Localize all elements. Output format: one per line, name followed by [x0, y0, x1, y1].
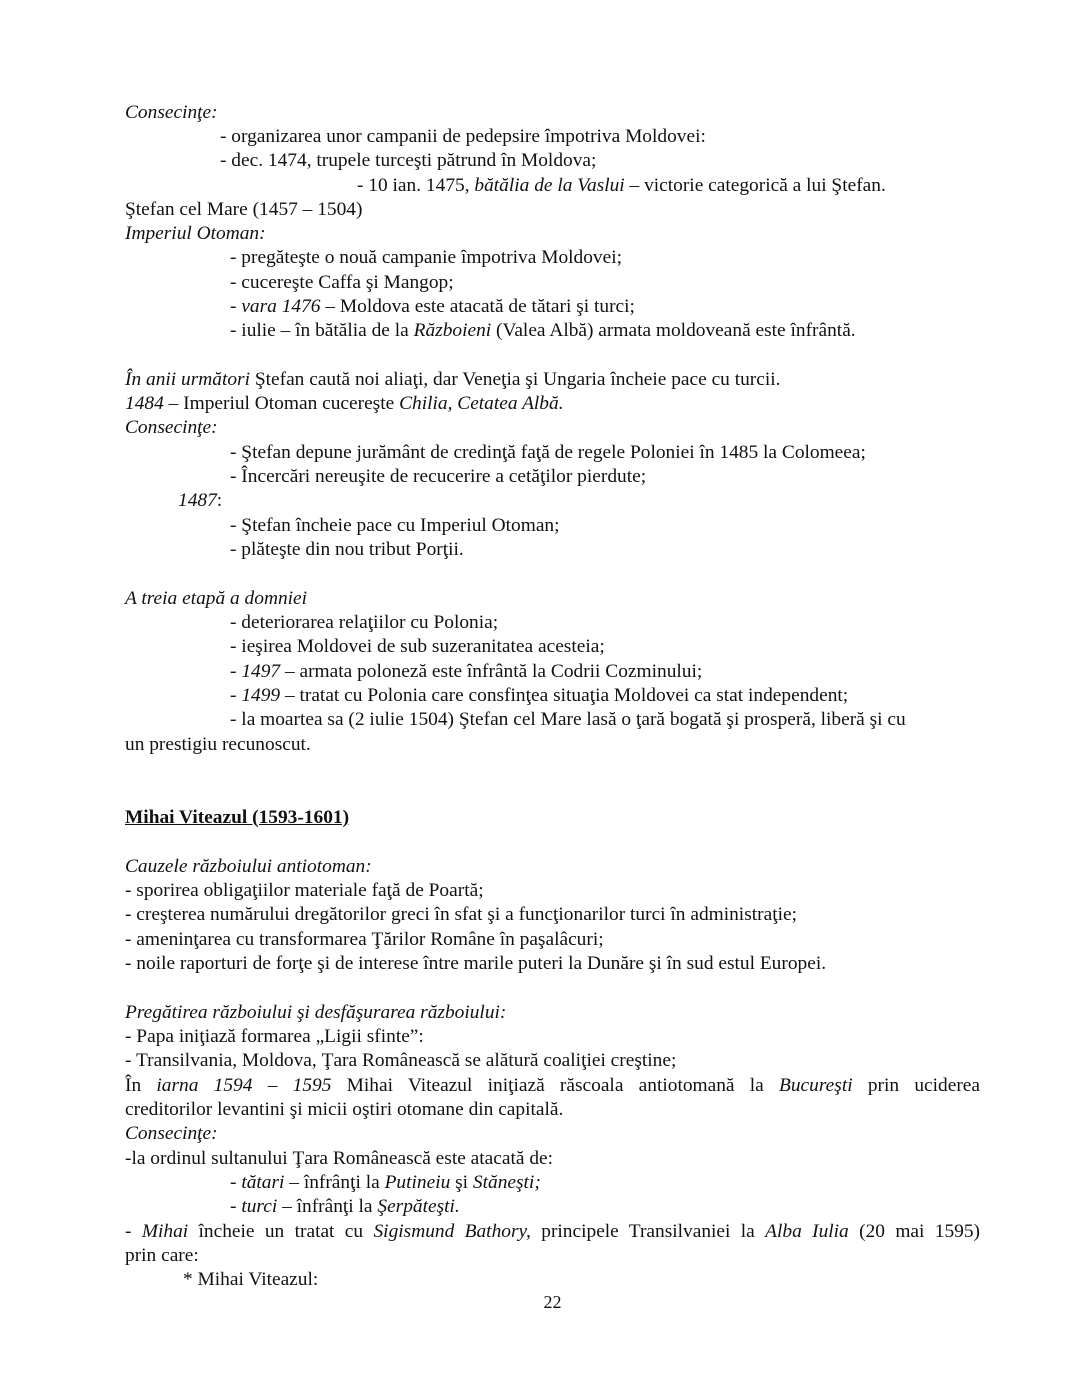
text-run: – Imperiul Otoman cucereşte [163, 393, 400, 414]
text-run: Sigismund Bathory, [373, 1221, 531, 1242]
text-run: – tratat cu Polonia care consfinţea situaţia Moldovei ca stat independent; [280, 685, 849, 706]
page-number: 22 [543, 1292, 562, 1312]
text-run: Bucureşti [779, 1075, 853, 1096]
subsection-label: Pregătirea războiului şi desfăşurarea războiului: [125, 1002, 507, 1023]
list-item: - Ştefan depune jurământ de credinţă faţă de regele Poloniei în 1485 la Colomeea; [230, 442, 866, 463]
list-item: - sporirea obligaţiilor materiale faţă de Poartă; [125, 880, 484, 901]
text-run: 1487 [178, 490, 217, 511]
list-item: - dec. 1474, trupele turceşti pătrund în Moldova; [220, 150, 597, 171]
text-run: - 10 ian. 1475, [357, 175, 475, 196]
list-item [357, 174, 886, 198]
list-item: -la ordinul sultanului Ţara Românească este atacată de: [125, 1148, 554, 1169]
paragraph [125, 392, 564, 416]
text-run: (Valea Albă) armata moldoveană este înfrântă. [491, 320, 856, 341]
list-item: - plăteşte din nou tribut Porţii. [230, 539, 464, 560]
text-run: încheie un tratat cu [188, 1221, 374, 1242]
text-run: principele Transilvaniei la [530, 1221, 766, 1242]
text-run: : [216, 490, 223, 511]
text-run: Chilia, Cetatea Albă. [399, 393, 564, 414]
list-item: - Încercări nereuşite de recucerire a cetăţilor pierdute; [230, 466, 647, 487]
list-item: - pregăteşte o nouă campanie împotriva Moldovei; [230, 247, 622, 268]
subsection-label: A treia etapă a domniei [125, 588, 308, 609]
text-run: Putineiu [384, 1172, 451, 1193]
text-run: - iulie – în bătălia de la [230, 320, 414, 341]
paragraph [125, 368, 781, 392]
consequences-label: Consecinţe: [125, 1123, 218, 1144]
list-item: - Ştefan încheie pace cu Imperiul Otoman; [230, 515, 560, 536]
subsection-label: Imperiul Otoman: [125, 223, 266, 244]
list-item [230, 1171, 541, 1195]
text-run: - [230, 685, 242, 706]
section-title: Ştefan cel Mare (1457 – 1504) [125, 199, 363, 220]
list-item: - la moartea sa (2 iulie 1504) Ştefan cel Mare lasă o ţară bogată şi prosperă, liberă şi cu [230, 709, 906, 730]
subsection-label: Cauzele războiului antiotoman: [125, 856, 372, 877]
text-run: Ştefan caută noi aliaţi, dar Veneţia şi Ungaria încheie pace cu turcii. [249, 369, 781, 390]
consequences-label: Consecinţe: [125, 417, 218, 438]
text-run: - [230, 661, 242, 682]
text-run: – înfrânţi la [284, 1172, 385, 1193]
list-item: - ieşirea Moldovei de sub suzeranitatea acesteia; [230, 636, 605, 657]
text-run: - [125, 1221, 142, 1242]
text-run: - [230, 1196, 242, 1217]
text-run: Stăneşti; [472, 1172, 541, 1193]
text-run: (20 mai 1595) [848, 1221, 980, 1242]
text-run: 1499 [241, 685, 281, 706]
list-item [230, 295, 635, 319]
text-run: – armata poloneză este înfrântă la Codrii Cozminului; [280, 661, 703, 682]
text-run: turci [241, 1196, 278, 1217]
list-item: - noile raporturi de forţe şi de interese între marile puteri la Dunăre şi în sud estul Europei. [125, 953, 827, 974]
consequences-label: Consecinţe: [125, 102, 218, 123]
list-item [230, 684, 848, 708]
text-run: 1497 [241, 661, 281, 682]
paragraph [125, 1220, 980, 1244]
list-item: - ameninţarea cu transformarea Ţărilor Române în paşalâcuri; [125, 929, 604, 950]
text-run: 1484 [125, 393, 164, 414]
text-run: – victorie categorică a lui Ştefan. [624, 175, 886, 196]
text-run: tătari [241, 1172, 285, 1193]
paragraph: creditorilor levantini şi micii oştiri otomane din capitală. [125, 1099, 564, 1120]
list-item [230, 319, 856, 343]
text-run: Mihai [141, 1221, 189, 1242]
list-item: - Transilvania, Moldova, Ţara Românească se alătură coaliţiei creştine; [125, 1050, 677, 1071]
text-run: bătălia de la Vaslui [474, 175, 625, 196]
paragraph: un prestigiu recunoscut. [125, 734, 311, 755]
list-item: - Papa iniţiază formarea „Ligii sfinte”: [125, 1026, 424, 1047]
text-run: iarna 1594 – 1595 [156, 1075, 332, 1096]
section-heading: Mihai Viteazul (1593-1601) [125, 807, 350, 828]
text-run: În [125, 1075, 157, 1096]
text-run: Războieni [413, 320, 492, 341]
list-item: * Mihai Viteazul: [183, 1269, 319, 1290]
text-run: În anii următori [125, 369, 250, 390]
text-run: - [230, 1172, 242, 1193]
text-run: Şerpăteşti. [377, 1196, 460, 1217]
text-run: – înfrânţi la [277, 1196, 378, 1217]
text-run: - [230, 296, 242, 317]
list-item [230, 1195, 460, 1219]
list-item: - deteriorarea relaţiilor cu Polonia; [230, 612, 499, 633]
year-label [178, 489, 222, 513]
text-run: vara 1476 [241, 296, 321, 317]
text-run: – Moldova este atacată de tătari şi turci; [320, 296, 635, 317]
text-run: prin uciderea [852, 1075, 980, 1096]
list-item: - creşterea numărului dregătorilor greci în sfat şi a funcţionarilor turci în administraţie; [125, 904, 797, 925]
list-item: - cucereşte Caffa şi Mangop; [230, 272, 454, 293]
text-run: Mihai Viteazul iniţiază răscoala antiotomană la [331, 1075, 779, 1096]
text-run: Alba Iulia [765, 1221, 849, 1242]
list-item: - organizarea unor campanii de pedepsire împotriva Moldovei: [220, 126, 706, 147]
text-run: şi [450, 1172, 473, 1193]
paragraph [125, 1074, 980, 1098]
list-item [230, 660, 702, 684]
paragraph: prin care: [125, 1245, 199, 1266]
